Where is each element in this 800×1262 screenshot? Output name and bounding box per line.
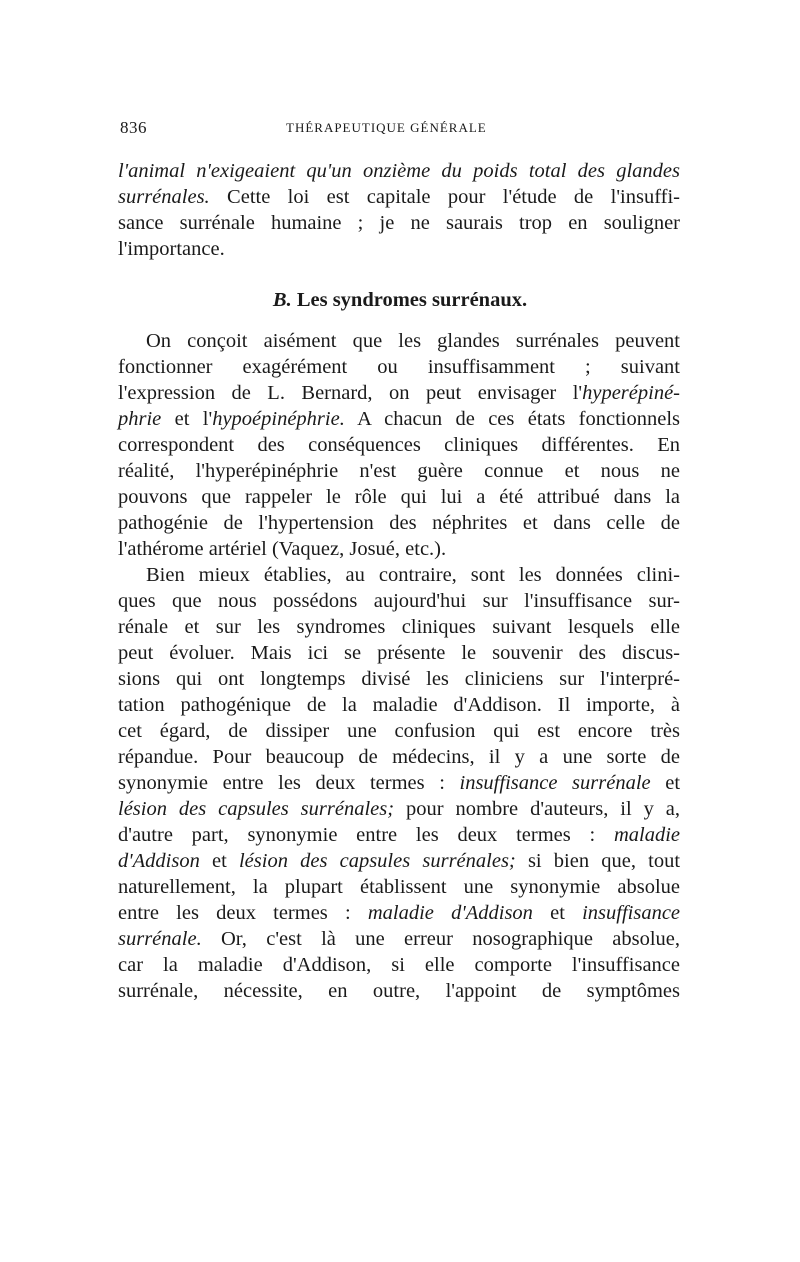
text-line: peut évoluer. Mais ici se présente le souvenir des discus-: [118, 642, 680, 664]
text-line: tation pathogénique de la maladie d'Addison. Il importe, à: [118, 694, 680, 716]
text-line: surrénales. Cette loi est capitale pour l'étude de l'insuffi-: [118, 186, 681, 208]
section-title: Les syndromes surrénaux.: [296, 289, 528, 311]
page-number: 836: [120, 118, 147, 137]
text-line: pouvons que rappeler le rôle qui lui a été attribué dans la: [118, 486, 680, 508]
text-line: synonymie entre les deux termes : insuffisance surrénale et: [118, 772, 681, 794]
text-line: sions qui ont longtemps divisé les cliniciens sur l'interpré-: [118, 668, 680, 690]
text-line: lésion des capsules surrénales; pour nombre d'auteurs, il y a,: [118, 798, 680, 820]
text-line: On conçoit aisément que les glandes surrénales peuvent: [146, 330, 680, 352]
text-line: cet égard, de dissiper une confusion qui est encore très: [118, 720, 680, 742]
text-line: d'autre part, synonymie entre les deux termes : maladie: [118, 824, 681, 846]
text-line: sance surrénale humaine ; je ne saurais trop en souligner: [118, 212, 680, 234]
text-line: surrénale, nécessite, en outre, l'appoint de symptômes: [118, 980, 680, 1002]
running-header: [118, 118, 680, 144]
text-line: correspondent des conséquences cliniques différentes. En: [118, 434, 680, 456]
text-line: réalité, l'hyperépinéphrie n'est guère connue et nous ne: [118, 460, 680, 482]
section-heading: [0, 286, 800, 314]
text-line: l'animal n'exigeaient qu'un onzième du poids total des glandes: [118, 160, 680, 182]
text-line: l'athérome artériel (Vaquez, Josué, etc.).: [118, 538, 447, 560]
section-letter: B.: [272, 289, 292, 311]
text-line: fonctionner exagérément ou insuffisamment ; suivant: [118, 356, 680, 378]
text-line: d'Addison et lésion des capsules surrénales; si bien que, tout: [118, 850, 681, 872]
text-line: pathogénie de l'hypertension des néphrites et dans celle de: [118, 512, 680, 534]
text-line: rénale et sur les syndromes cliniques suivant lesquels elle: [118, 616, 680, 638]
text-line: l'expression de L. Bernard, on peut envisager l'hyperépiné-: [118, 382, 680, 404]
running-title: THÉRAPEUTIQUE GÉNÉRALE: [286, 120, 487, 135]
text-line: entre les deux termes : maladie d'Addison et insuffisance: [118, 902, 681, 924]
text-line: car la maladie d'Addison, si elle comporte l'insuffisance: [118, 954, 680, 976]
text-line: ques que nous possédons aujourd'hui sur l'insuffisance sur-: [118, 590, 680, 612]
text-line: surrénale. Or, c'est là une erreur nosographique absolue,: [118, 928, 681, 950]
text-line: naturellement, la plupart établissent une synonymie absolue: [118, 876, 680, 898]
text-line: répandue. Pour beaucoup de médecins, il y a une sorte de: [118, 746, 680, 768]
text-line: l'importance.: [118, 238, 225, 260]
text-line: phrie et l'hypoépinéphrie. A chacun de ces états fonctionnels: [118, 408, 680, 430]
text-line: Bien mieux établies, au contraire, sont les données clini-: [146, 564, 680, 586]
